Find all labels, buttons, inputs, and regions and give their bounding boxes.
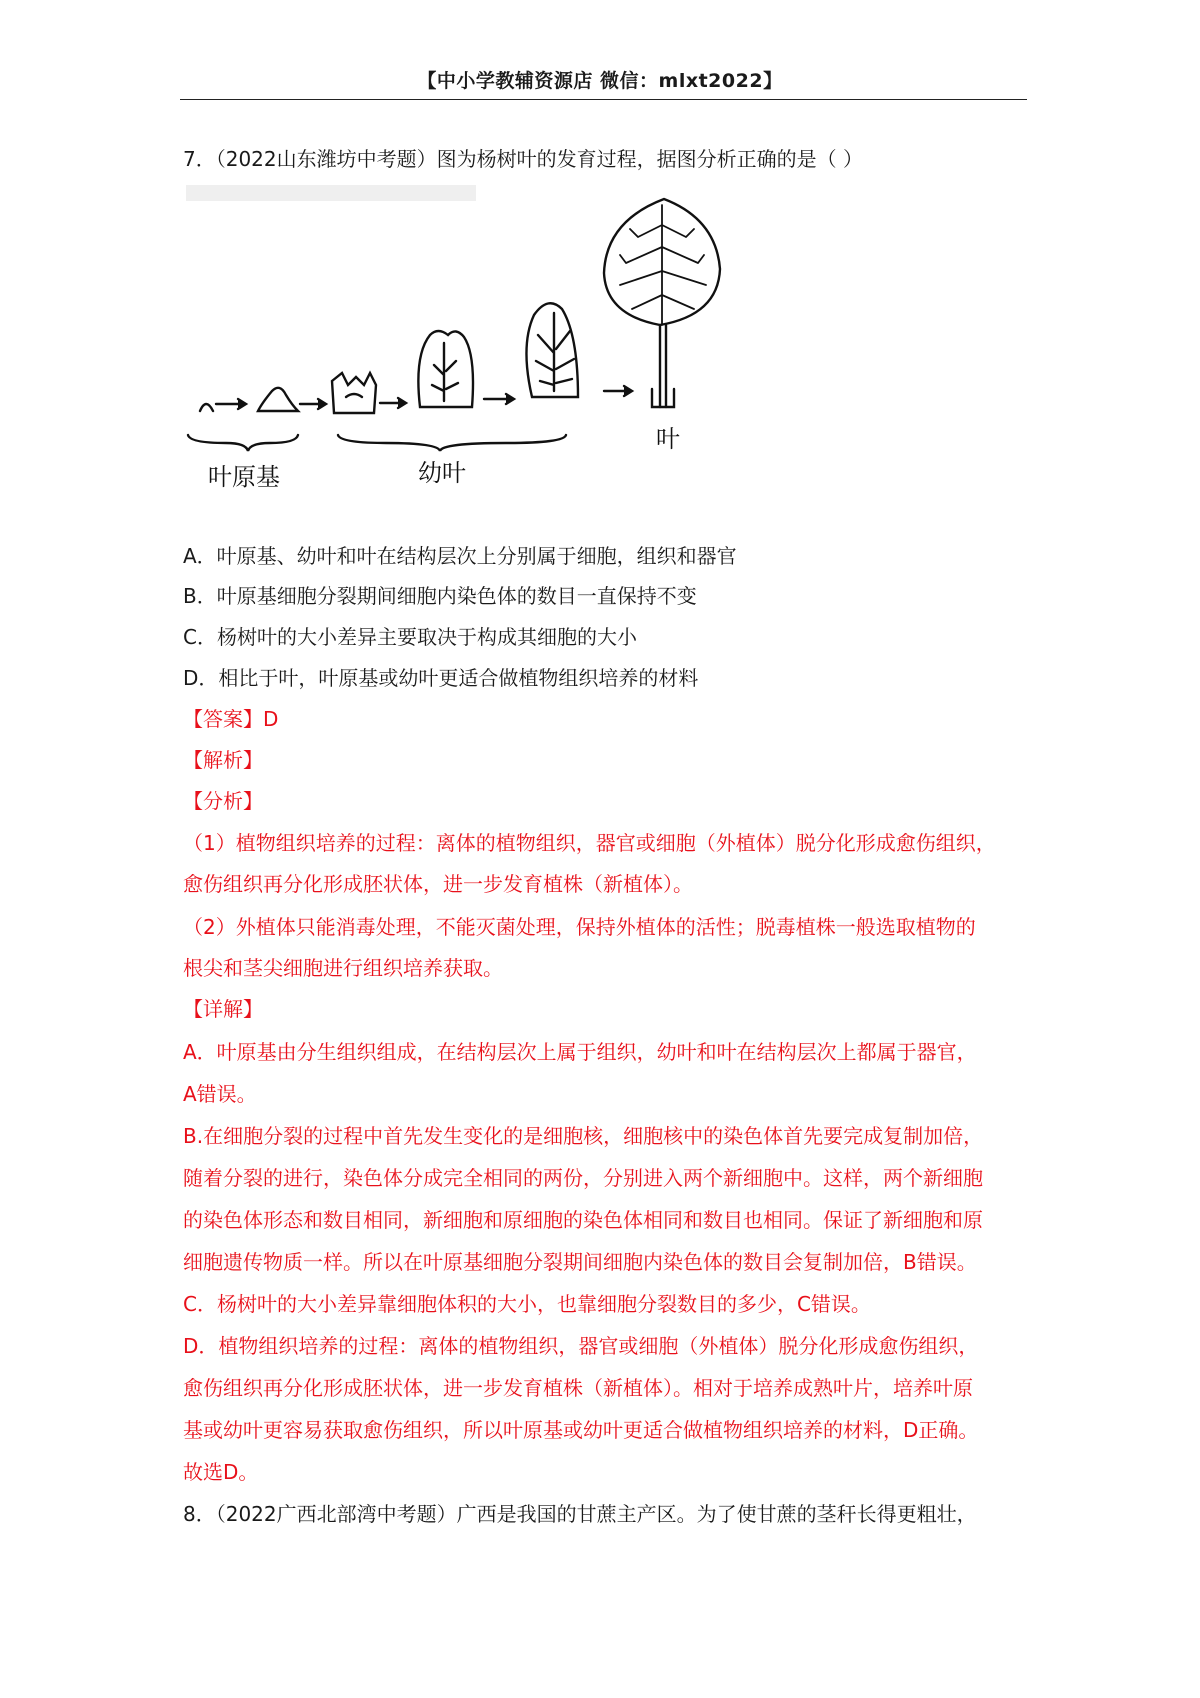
fenxi-line: 根尖和茎尖细胞进行组织培养获取。 [183, 956, 503, 980]
detail-line: B.在细胞分裂的过程中首先发生变化的是细胞核，细胞核中的染色体首先要完成复制加倍， [183, 1124, 984, 1148]
detail-line: C．杨树叶的大小差异靠细胞体积的大小，也靠细胞分裂数目的多少，C错误。 [183, 1292, 871, 1316]
detail-line: 的染色体形态和数目相同，新细胞和原细胞的染色体相同和数目也相同。保证了新细胞和原 [183, 1208, 983, 1232]
detail-line: A错误。 [183, 1082, 257, 1106]
fenxi-line: （1）植物组织培养的过程：离体的植物组织，器官或细胞（外植体）脱分化形成愈伤组织， [183, 831, 996, 855]
option-d: D．相比于叶，叶原基或幼叶更适合做植物组织培养的材料 [183, 666, 699, 690]
mature-leaf-veins [620, 205, 706, 325]
young-leaf-stage-1-fold [346, 394, 362, 397]
header-rule [180, 99, 1027, 100]
detail-line: 细胞遗传物质一样。所以在叶原基细胞分裂期间细胞内染色体的数目会复制加倍，B错误。 [183, 1250, 977, 1274]
arrow-5-head [624, 386, 632, 396]
arrow-1-head [238, 399, 246, 409]
page-header: 【中小学教辅资源店 微信：mlxt2022】 [417, 70, 783, 92]
arrow-4-head [506, 394, 514, 404]
primordium-stage-1 [200, 404, 213, 411]
detail-line: 随着分裂的进行，染色体分成完全相同的两份，分别进入两个新细胞中。这样，两个新细胞 [183, 1166, 983, 1190]
label-young-leaf: 幼叶 [418, 459, 466, 487]
detail-line: A．叶原基由分生组织组成，在结构层次上属于组织，幼叶和叶在结构层次上都属于器官， [183, 1040, 977, 1064]
arrow-2-head [318, 399, 326, 409]
detail-line: 基或幼叶更容易获取愈伤组织，所以叶原基或幼叶更适合做植物组织培养的材料，D正确。 [183, 1418, 979, 1442]
question-stem: 7．（2022山东潍坊中考题）图为杨树叶的发育过程，据图分析正确的是（ ） [183, 147, 863, 171]
answer: 【答案】D [183, 707, 279, 731]
label-leaf: 叶 [656, 425, 680, 453]
mature-leaf-base [652, 389, 674, 407]
young-leaf-stage-2 [418, 331, 473, 407]
analysis-title: 【解析】 [183, 748, 263, 772]
mature-leaf-petiole [660, 325, 666, 407]
young-leaf-stage-2-veins [432, 343, 458, 401]
brace-young-leaf [338, 435, 566, 451]
detail-line: D．植物组织培养的过程：离体的植物组织，器官或细胞（外植体）脱分化形成愈伤组织， [183, 1334, 979, 1358]
arrow-3-head [398, 398, 406, 408]
fenxi-line: 愈伤组织再分化形成胚状体，进一步发育植株（新植体）。 [183, 872, 693, 896]
option-a: A．叶原基、幼叶和叶在结构层次上分别属于细胞，组织和器官 [183, 544, 737, 568]
brace-primordium [188, 435, 298, 451]
detail-title: 【详解】 [183, 997, 263, 1021]
detail-line: 故选D。 [183, 1460, 259, 1484]
label-primordium: 叶原基 [208, 463, 280, 491]
fenxi-title: 【分析】 [183, 789, 263, 813]
option-c: C．杨树叶的大小差异主要取决于构成其细胞的大小 [183, 625, 637, 649]
next-question-stem: 8．（2022广西北部湾中考题）广西是我国的甘蔗主产区。为了使甘蔗的茎秆长得更粗壮， [183, 1502, 977, 1526]
leaf-development-figure [186, 185, 766, 525]
scan-smudge [186, 185, 476, 201]
primordium-stage-2 [258, 388, 298, 411]
detail-line: 愈伤组织再分化形成胚状体，进一步发育植株（新植体）。相对于培养成熟叶片，培养叶原 [183, 1376, 973, 1400]
fenxi-line: （2）外植体只能消毒处理，不能灭菌处理，保持外植体的活性；脱毒植株一般选取植物的 [183, 915, 976, 939]
option-b: B．叶原基细胞分裂期间细胞内染色体的数目一直保持不变 [183, 584, 697, 608]
